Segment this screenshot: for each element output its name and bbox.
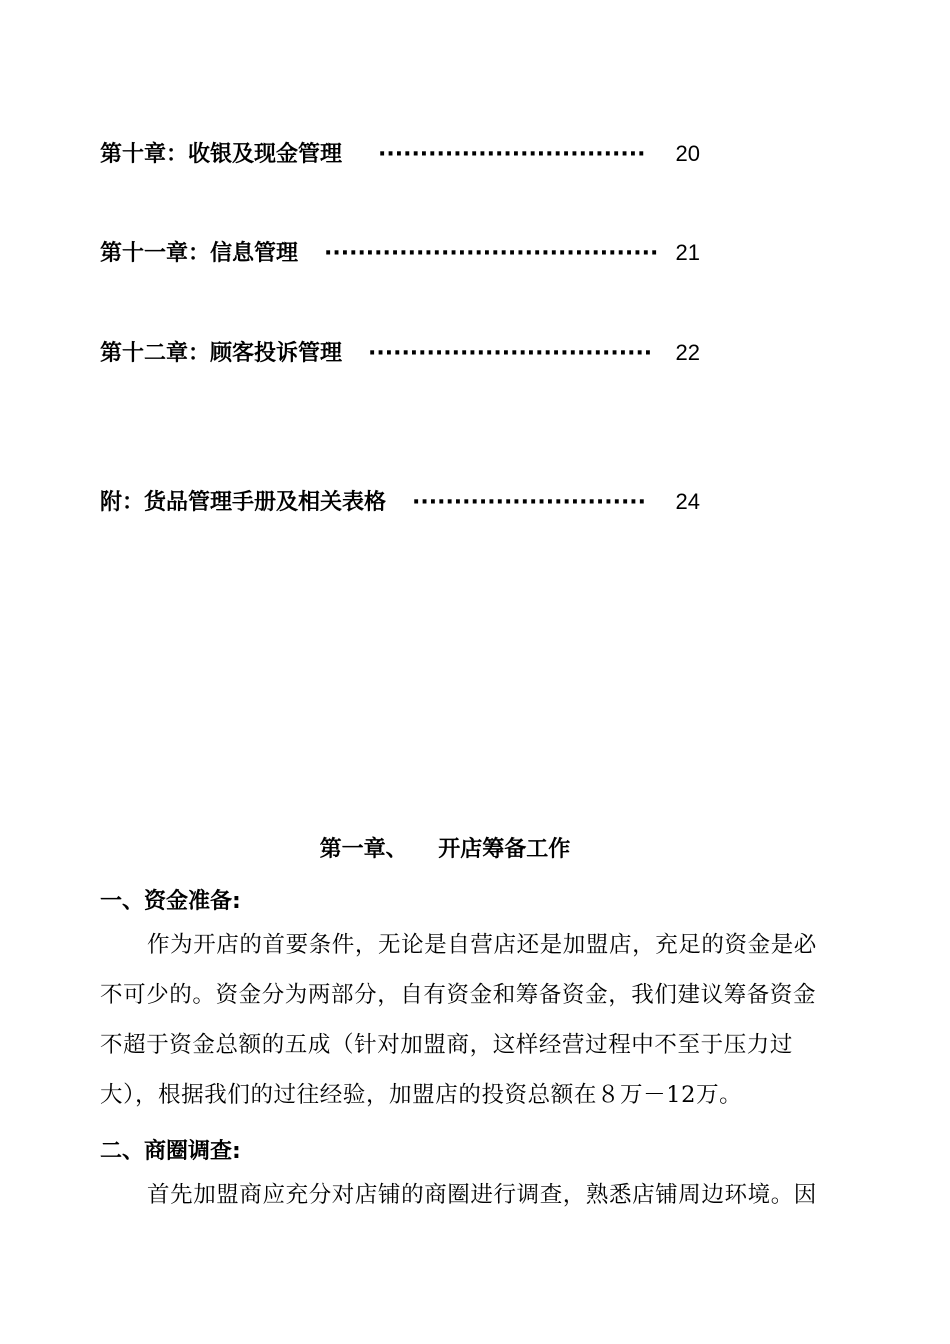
toc-entry-title: 第十二章：顾客投诉管理 [100,341,343,366]
toc-page-number: 21 [675,240,700,265]
toc-page-number: 20 [675,141,700,166]
paragraph-line: 作为开店的首要条件，无论是自营店还是加盟店，充足的资金是必 [147,932,817,958]
section-paragraph [100,920,860,1120]
toc-entry [100,336,700,366]
toc-leader-dots: ·································· [368,341,653,366]
toc-leader-dots: ···························· [412,490,647,515]
paragraph-line: 不可少的。资金分为两部分，自有资金和筹备资金，我们建议筹备资金 [100,982,817,1008]
paragraph-line: 不超于资金总额的五成（针对加盟商，这样经营过程中不至于压力过 [100,1032,794,1058]
toc-entry [100,485,700,515]
toc-entry-title: 第十章：收银及现金管理 [100,142,343,167]
toc-leader-dots: ········································ [324,241,659,266]
toc-entry [100,236,700,266]
toc-entry [100,137,700,167]
chapter-title: 第一章、 开店筹备工作 [319,837,571,862]
toc-page-number: 24 [675,489,700,514]
section-paragraph [100,1170,860,1220]
toc-leader-dots: ································ [378,142,646,167]
paragraph-line: 首先加盟商应充分对店铺的商圈进行调查，熟悉店铺周边环境。因 [147,1182,817,1208]
toc-entry-title: 附：货品管理手册及相关表格 [100,490,387,515]
toc-page-number: 22 [675,340,700,365]
section-heading: 二、商圈调查: [100,1139,241,1164]
paragraph-line: 大），根据我们的过往经验，加盟店的投资总额在８万－12万。 [100,1082,743,1108]
section-heading: 一、资金准备: [100,889,241,914]
toc-entry-title: 第十一章：信息管理 [100,241,299,266]
